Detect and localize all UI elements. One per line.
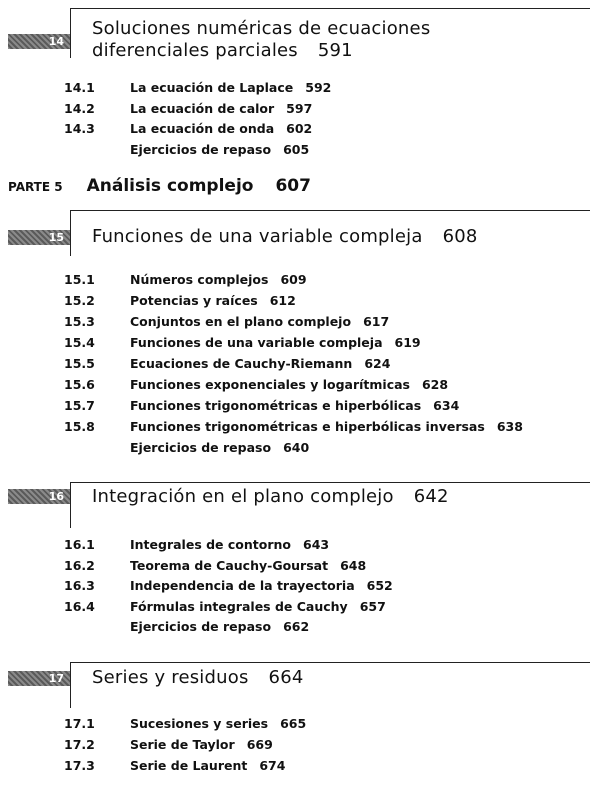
chapter-title-line1: Soluciones numéricas de ecuaciones xyxy=(92,18,431,39)
toc-entry xyxy=(64,537,329,553)
toc-entry xyxy=(64,314,389,330)
section-page: 648 xyxy=(340,557,367,573)
chapter-rule xyxy=(70,482,590,483)
section-page: 617 xyxy=(363,314,390,329)
section-title: Ejercicios de repaso xyxy=(130,619,272,634)
section-page: 612 xyxy=(269,293,296,308)
section-title: La ecuación de calor xyxy=(130,100,275,116)
section-title: Teorema de Cauchy-Goursat xyxy=(130,557,329,573)
section-title: Ejercicios de repaso xyxy=(130,440,272,455)
chapter-page: 608 xyxy=(442,226,478,247)
section-title: Serie de Taylor xyxy=(130,737,235,752)
section-number: 14.1 xyxy=(64,80,95,95)
chapter-page: 664 xyxy=(268,667,304,688)
chapter-title xyxy=(92,486,449,508)
section-title: Números complejos xyxy=(130,272,269,287)
toc-entry xyxy=(130,142,309,158)
toc-entry xyxy=(64,335,421,351)
chapter-number-badge: 14 xyxy=(8,34,70,49)
chapter-rule xyxy=(70,8,71,58)
section-title: Funciones de una variable compleja xyxy=(130,335,383,350)
chapter-title xyxy=(92,667,304,689)
toc-entry xyxy=(64,716,306,732)
toc-entry xyxy=(64,558,366,574)
chapter-15-header xyxy=(0,210,600,258)
section-title: Funciones trigonométricas e hiperbólicas inversas xyxy=(130,419,485,434)
chapter-title-text: Integración en el plano complejo xyxy=(92,486,394,507)
chapter-page: 642 xyxy=(413,486,449,507)
part-label: PARTE 5 xyxy=(8,180,63,194)
section-title: Conjuntos en el plano complejo xyxy=(130,314,352,329)
section-page: 624 xyxy=(364,356,391,371)
section-page: 609 xyxy=(280,272,307,287)
section-number: 15.1 xyxy=(64,272,95,287)
toc-entry xyxy=(64,578,393,594)
section-page: 665 xyxy=(280,716,307,731)
section-page: 662 xyxy=(283,619,310,634)
section-number: 15.3 xyxy=(64,314,95,329)
section-page: 652 xyxy=(366,578,393,593)
toc-entry xyxy=(64,419,523,435)
section-number: 15.2 xyxy=(64,293,95,308)
section-page: 602 xyxy=(286,121,313,136)
part-title: Análisis complejo xyxy=(86,176,254,196)
part-heading xyxy=(8,176,311,196)
toc-entry xyxy=(64,737,273,753)
section-number: 16.1 xyxy=(64,537,95,552)
section-page: 638 xyxy=(496,419,523,434)
toc-entry xyxy=(64,121,312,137)
section-number: 16.4 xyxy=(64,598,95,614)
section-page: 669 xyxy=(246,737,273,752)
section-title: Integrales de contorno xyxy=(130,537,291,552)
toc-entry xyxy=(64,377,448,393)
section-number: 14.2 xyxy=(64,100,95,116)
section-number: 17.2 xyxy=(64,737,95,752)
section-number: 17.3 xyxy=(64,758,95,773)
section-title: Independencia de la trayectoria xyxy=(130,578,355,593)
section-title: Sucesiones y series xyxy=(130,716,269,731)
toc-entry xyxy=(64,293,296,309)
section-title: La ecuación de onda xyxy=(130,121,275,136)
section-page: 619 xyxy=(394,335,421,350)
toc-entry xyxy=(64,80,331,96)
section-number: 16.2 xyxy=(64,557,95,573)
chapter-rule xyxy=(70,210,71,256)
toc-entry xyxy=(64,398,459,414)
section-number: 16.3 xyxy=(64,578,95,593)
section-number: 15.4 xyxy=(64,335,95,350)
section-page: 597 xyxy=(286,100,313,116)
chapter-number-badge: 17 xyxy=(8,671,70,686)
section-page: 657 xyxy=(359,598,386,614)
section-number: 15.5 xyxy=(64,356,95,371)
section-title: Serie de Laurent xyxy=(130,758,248,773)
chapter-title-text: Series y residuos xyxy=(92,667,249,688)
chapter-title xyxy=(92,18,430,62)
chapter-title-text: Funciones de una variable compleja xyxy=(92,226,423,247)
section-page: 643 xyxy=(303,537,330,552)
section-title: Ejercicios de repaso xyxy=(130,141,272,157)
toc-entry xyxy=(64,101,312,117)
section-page: 640 xyxy=(283,440,310,455)
chapter-rule xyxy=(70,8,590,9)
chapter-title-line2: diferenciales parciales xyxy=(92,40,298,61)
section-title: Fórmulas integrales de Cauchy xyxy=(130,598,348,614)
chapter-number-badge: 16 xyxy=(8,489,70,504)
toc-entry xyxy=(64,758,285,774)
chapter-17-header xyxy=(0,662,600,710)
section-number: 15.7 xyxy=(64,398,95,413)
toc-entry xyxy=(64,272,307,288)
section-title: Potencias y raíces xyxy=(130,293,258,308)
chapter-16-header xyxy=(0,482,600,530)
section-page: 674 xyxy=(259,758,286,773)
part-page: 607 xyxy=(275,176,311,196)
toc-entry xyxy=(64,599,386,615)
section-page: 634 xyxy=(433,398,460,413)
chapter-rule xyxy=(70,662,590,663)
section-number: 14.3 xyxy=(64,121,95,136)
chapter-14-header xyxy=(0,8,600,60)
section-title: Ecuaciones de Cauchy-Riemann xyxy=(130,356,353,371)
section-title: Funciones trigonométricas e hiperbólicas xyxy=(130,398,422,413)
section-title: La ecuación de Laplace xyxy=(130,80,294,95)
toc-entry xyxy=(130,440,309,456)
section-title: Funciones exponenciales y logarítmicas xyxy=(130,377,410,392)
chapter-number-badge: 15 xyxy=(8,230,70,245)
chapter-rule xyxy=(70,662,71,708)
section-page: 592 xyxy=(305,80,332,95)
section-page: 605 xyxy=(283,141,310,157)
chapter-title xyxy=(92,226,478,248)
chapter-rule xyxy=(70,482,71,528)
section-number: 15.6 xyxy=(64,377,95,392)
section-number: 15.8 xyxy=(64,419,95,434)
section-page: 628 xyxy=(421,377,449,392)
toc-entry xyxy=(130,619,309,635)
section-number: 17.1 xyxy=(64,716,95,731)
chapter-page: 591 xyxy=(317,40,353,61)
toc-entry xyxy=(64,356,390,372)
chapter-rule xyxy=(70,210,590,211)
